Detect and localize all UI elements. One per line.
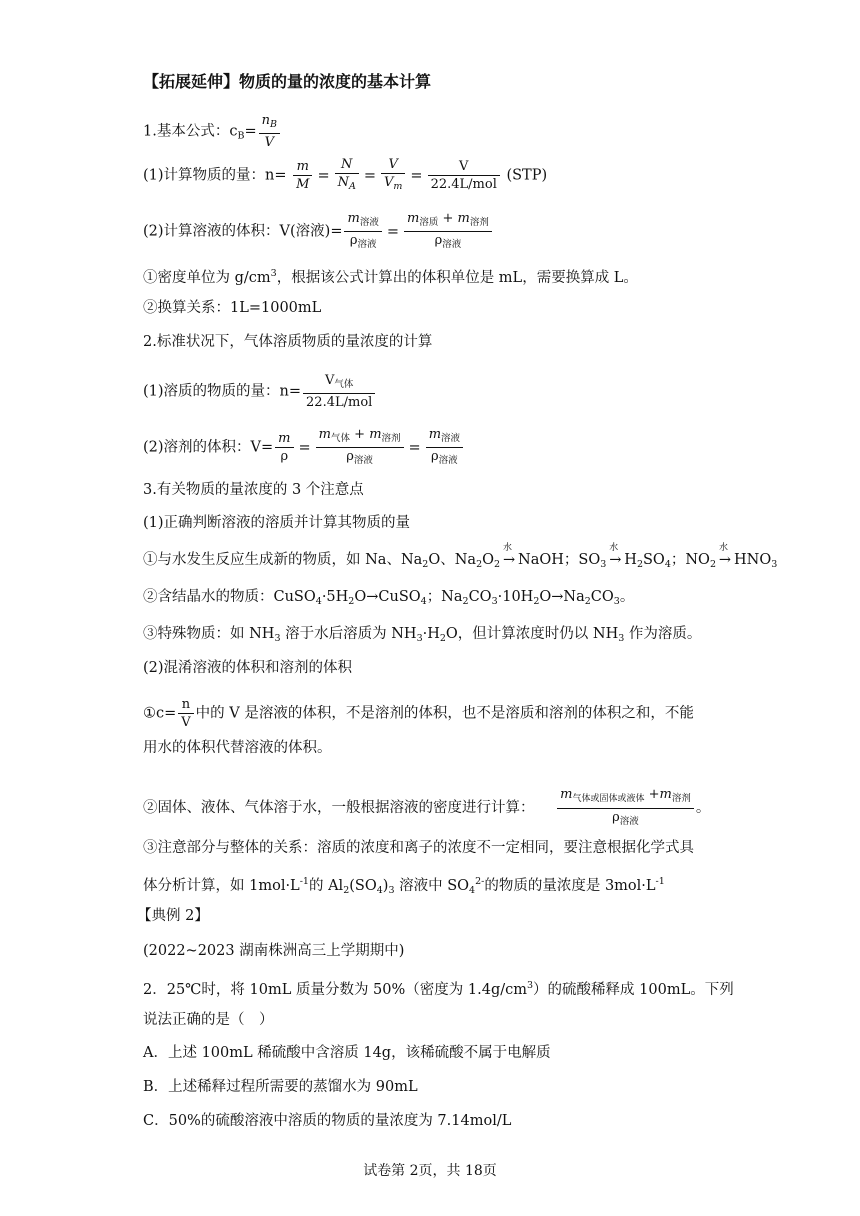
fraction-msolute-plus-msolvent-over-rho: $\frac{m_{溶质} + m_{溶剂}}{\rho_{溶液}}$ bbox=[404, 210, 492, 253]
three-notes-heading: 3.有关物质的量浓度的 3 个注意点 bbox=[143, 482, 364, 498]
part-whole-line-2: 体分析计算，如 $1mol\cdot L^{-1}$的 $Al_2(SO_4)_3$ 溶液中 $SO_4^{2-}$的物质的量浓度是 $3mol\cdot L^{-1}$ bbox=[143, 876, 665, 896]
fraction-msolution-over-rho: $\frac{m_{溶液}}{\rho_{溶液}}$ bbox=[344, 210, 381, 253]
amount-formula-line: (1)计算物质的量：n= $\frac{m}{M}$ = $\frac{N}{N_A}$ = $\frac{V}{V_m}$ = $\frac{V}{\text{22.4L/mol}}$ (STP) bbox=[143, 156, 547, 195]
fraction-mixture-over-rho: $\frac{m_{气体或固体或液体} +m_{溶剂}}{\rho_{溶液}}$ bbox=[557, 786, 694, 830]
arrow-icon: 水 → bbox=[609, 543, 622, 568]
question-stem-line-1: 2．25℃时，将 10mL 质量分数为 50%（密度为 $1.4g/cm^3$）的硫酸稀释成 100mL。下列 bbox=[143, 980, 734, 998]
fraction-n-over-V: $\frac{n}{V}$ bbox=[178, 696, 193, 731]
fraction-m-over-M: $\frac{m}{M}$ bbox=[293, 158, 312, 193]
formula-fraction: $\frac{n_B}{V}$ bbox=[259, 112, 280, 151]
note1-heading: (1)正确判断溶液的溶质并计算其物质的量 bbox=[143, 515, 411, 531]
reaction-with-water-line: ①与水发生反应生成新的物质，如 Na、$Na_2O$、$Na_2O_2$ 水 → NaOH；$SO_3$ 水 → $H_2SO_4$；$NO_2$ 水 → $HNO_3$ bbox=[143, 543, 778, 570]
arrow-icon: 水 → bbox=[502, 543, 516, 568]
question-stem-line-2: 说法正确的是（ ） bbox=[143, 1012, 274, 1028]
question-source: (2022~2023 湖南株洲高三上学期期中) bbox=[143, 943, 405, 959]
note2-heading: (2)混淆溶液的体积和溶剂的体积 bbox=[143, 660, 353, 676]
density-calc-line: ②固体、液体、气体溶于水，一般根据溶液的密度进行计算： $\frac{m_{气体或固体或液体} +m_{溶剂}}{\rho_{溶液}}$ 。 bbox=[143, 786, 710, 830]
fraction-m-over-rho: $\frac{m}{\rho}$ bbox=[275, 430, 293, 465]
solution-volume-line: (2)计算溶液的体积：V(溶液)= $\frac{m_{溶液}}{\rho_{溶液}}$ = $\frac{m_{溶质} + m_{溶剂}}{\rho_{溶液}}$ bbox=[143, 210, 494, 253]
fraction-Vgas-over-molar-volume: $\frac{V_{气体}}{\text{22.4L/mol}}$ bbox=[303, 372, 375, 411]
conversion-note: ②换算关系：1L=1000mL bbox=[143, 300, 322, 316]
basic-formula-line: 1.基本公式：$c_B=$ $\frac{n_B}{V}$ bbox=[143, 112, 282, 151]
fraction-N-over-NA: $\frac{N}{N_A}$ bbox=[335, 156, 359, 195]
volume-confusion-continued: 用水的体积代替溶液的体积。 bbox=[143, 740, 332, 756]
gas-solute-heading: 2.标准状况下，气体溶质物质的量浓度的计算 bbox=[143, 334, 433, 350]
crystal-water-line: ②含结晶水的物质：$CuSO_4\cdot 5H_2O\to CuSO_4$；$Na_2CO_3\cdot 10H_2O\to Na_2CO_3$。 bbox=[143, 589, 635, 607]
density-unit-note: ①密度单位为 $g/cm^3$，根据该公式计算出的体积单位是 mL，需要换算成 L。 bbox=[143, 268, 638, 286]
volume-confusion-line: ①c= $\frac{n}{V}$ 中的 V 是溶液的体积，不是溶剂的体积，也不是溶质和溶剂的体积之和，不能 bbox=[143, 697, 694, 730]
example-label: 【典例 2】 bbox=[137, 908, 209, 924]
special-substance-line: ③特殊物质：如 $NH_3$ 溶于水后溶质为 $NH_3\cdot H_2O$，但计算浓度时仍以 $NH_3$ 作为溶质。 bbox=[143, 626, 702, 644]
gas-amount-formula-line: (1)溶质的物质的量：n= $\frac{V_{气体}}{\text{22.4L/mol}}$ bbox=[143, 372, 377, 411]
page-footer: 试卷第 2页，共 18页 bbox=[363, 1163, 497, 1179]
part-whole-line-1: ③注意部分与整体的关系：溶质的浓度和离子的浓度不一定相同，要注意根据化学式具 bbox=[143, 840, 694, 856]
option-b[interactable]: B．上述稀释过程所需要的蒸馏水为 90mL bbox=[143, 1079, 418, 1095]
solvent-volume-line: (2)溶剂的体积：V= $\frac{m}{\rho}$ = $\frac{m_{气体} + m_{溶剂}}{\rho_{溶液}}$ = $\frac{m_{溶液}}{\rho_{溶液}}$ bbox=[143, 426, 465, 469]
option-c[interactable]: C．50%的硫酸溶液中溶质的物质的量浓度为 7.14mol/L bbox=[143, 1113, 512, 1129]
fraction-msolution-over-rhosolution: $\frac{m_{溶液}}{\rho_{溶液}}$ bbox=[426, 426, 463, 469]
option-a[interactable]: A．上述 100mL 稀硫酸中含溶质 14g，该稀硫酸不属于电解质 bbox=[143, 1045, 551, 1061]
section-title: 【拓展延伸】物质的量的浓度的基本计算 bbox=[143, 72, 432, 91]
fraction-V-over-Vm: $\frac{V}{V_m}$ bbox=[381, 156, 405, 195]
fraction-mgas-plus-msolvent-over-rho: $\frac{m_{气体} + m_{溶剂}}{\rho_{溶液}}$ bbox=[316, 426, 404, 469]
arrow-icon: 水 → bbox=[718, 543, 732, 568]
fraction-V-over-molar-volume: $\frac{V}{\text{22.4L/mol}}$ bbox=[428, 158, 500, 193]
